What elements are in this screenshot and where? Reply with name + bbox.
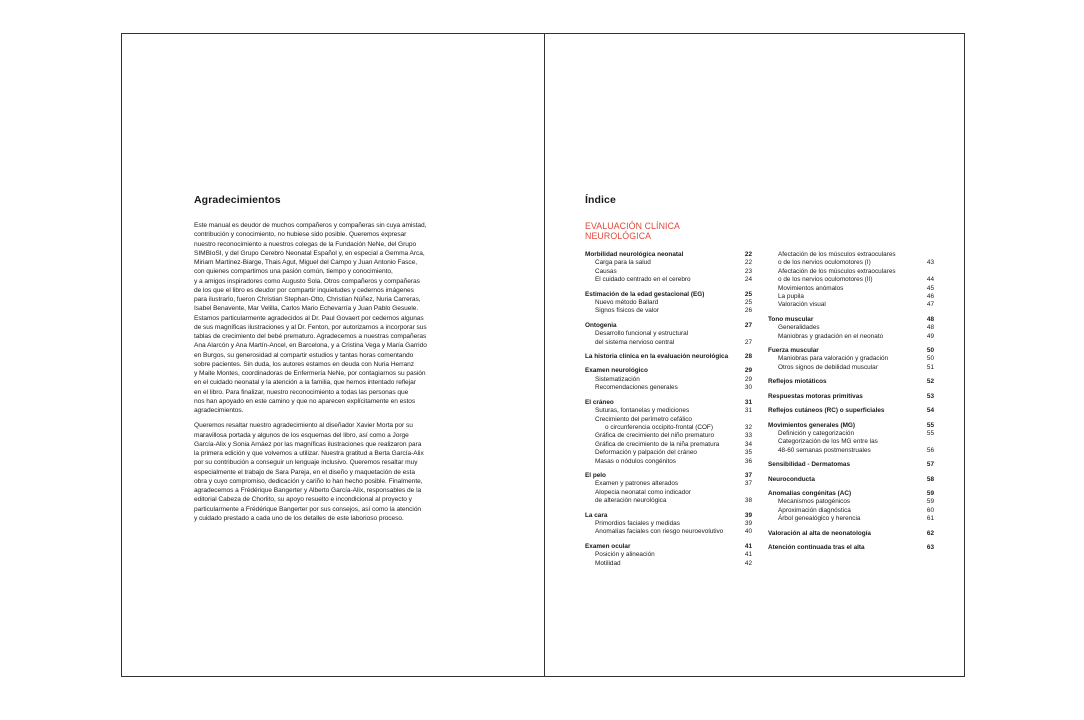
index-subentry-title: Gráfica de crecimiento de la niña prematura (595, 440, 720, 448)
index-entry-page: 28 (744, 353, 752, 361)
index-subentry[interactable] (585, 416, 752, 424)
index-entry-page: 27 (744, 321, 752, 329)
index-subentry-title: Posición y alineación (595, 551, 655, 559)
index-entry-heading[interactable] (768, 530, 934, 538)
index-entry-title: Morbilidad neurológica neonatal (585, 251, 684, 258)
index-entry-title: Anomalías congénitas (AC) (768, 489, 852, 497)
index-entry-title: Examen ocular (585, 542, 631, 550)
index-subentry[interactable] (768, 364, 934, 372)
index-entry-heading[interactable] (768, 461, 934, 469)
index-entry-page: 48 (926, 315, 934, 323)
index-subentry-title: Recomendaciones generales (595, 384, 678, 392)
index-column-left (585, 251, 752, 574)
index-subentry-title: Causas (595, 267, 617, 275)
index-subentry-page: 50 (926, 355, 934, 363)
index-heading: Índice (585, 194, 616, 206)
index-subentry-title: o circunferencia occipito-frontal (COF) (605, 423, 713, 431)
index-subentry-title: Otros signos de debilidad muscular (778, 363, 878, 371)
index-subentry-page: 60 (926, 506, 934, 514)
index-entry-page: 22 (744, 251, 752, 258)
index-group (768, 407, 934, 415)
index-entry-page: 62 (926, 529, 934, 537)
index-subentry[interactable] (768, 324, 934, 332)
index-subentry-title: Nuevo método Ballard (595, 299, 659, 307)
index-subentry-title: Gráfica de crecimiento del niño prematuro (595, 432, 714, 440)
index-subentry[interactable] (585, 480, 752, 488)
index-subentry[interactable] (585, 520, 752, 528)
index-entry-page: 57 (926, 461, 934, 469)
index-subentry[interactable] (585, 407, 752, 415)
index-subentry[interactable] (768, 293, 934, 301)
index-subentry-page: 25 (744, 299, 752, 307)
index-entry-page: 55 (926, 421, 934, 429)
index-subentry[interactable] (585, 441, 752, 449)
index-group (585, 399, 752, 466)
index-entry-page: 54 (926, 407, 934, 415)
index-subentry[interactable] (585, 551, 752, 559)
index-subentry-page: 29 (744, 375, 752, 383)
index-group (585, 353, 752, 361)
index-entry-heading[interactable] (768, 407, 934, 415)
index-subentry-title: Afectación de los músculos extraoculares o de los nervios oculomotores (I) (778, 251, 896, 267)
index-entry-page: 59 (926, 489, 934, 497)
index-subentry[interactable] (768, 301, 934, 309)
index-entry-heading[interactable] (585, 367, 752, 375)
index-subentry[interactable] (768, 268, 934, 285)
index-subentry[interactable] (768, 251, 934, 268)
index-subentry-title: Examen y patrones alterados (595, 480, 679, 488)
acknowledgements-heading: Agradecimientos (194, 194, 281, 206)
index-entry-title: La cara (585, 511, 608, 519)
index-entry-title: Examen neurológico (585, 367, 648, 375)
index-entry-page: 50 (926, 347, 934, 355)
index-subentry-page: 44 (926, 276, 934, 284)
index-entry-heading[interactable] (585, 512, 752, 520)
index-entry-heading[interactable] (585, 472, 752, 480)
index-subentry-page: 39 (744, 519, 752, 527)
index-subentry-title: Suturas, fontanelas y mediciones (595, 407, 690, 415)
index-subentry[interactable] (585, 560, 752, 568)
index-subentry[interactable] (585, 432, 752, 440)
index-entry-heading[interactable] (585, 399, 752, 407)
index-entry-heading[interactable] (768, 490, 934, 498)
page-gutter (544, 34, 545, 676)
index-subentry-page: 37 (744, 480, 752, 488)
index-subentry[interactable] (585, 376, 752, 384)
index-subentry[interactable] (768, 333, 934, 341)
index-subentry[interactable] (585, 276, 752, 284)
index-entry-page: 39 (744, 511, 752, 519)
index-group (768, 530, 934, 538)
index-entry-title: Sensibilidad - Dermatomas (768, 461, 851, 469)
index-entry-page: 31 (744, 398, 752, 406)
index-group (768, 378, 934, 386)
index-entry-title: Reflejos miotáticos (768, 378, 827, 386)
index-entry-page: 52 (926, 378, 934, 386)
index-group (768, 461, 934, 469)
index-subentry[interactable] (585, 449, 752, 457)
index-entry-page: 25 (744, 290, 752, 298)
index-subentry-page: 23 (744, 267, 752, 275)
index-entry-heading[interactable] (585, 322, 752, 330)
index-subentry[interactable] (768, 285, 934, 293)
index-entry-title: Estimación de la edad gestacional (EG) (585, 290, 705, 298)
acknowledgements-text (194, 221, 468, 523)
index-subentry-title: Generalidades (778, 324, 820, 332)
index-group (585, 251, 752, 285)
index-group (585, 322, 752, 347)
index-entry-heading[interactable] (768, 544, 934, 552)
index-entry-page: 58 (926, 475, 934, 483)
index-subentry-title: Categorización de los MG entre las 48-60 semanas postmenstruales (778, 438, 878, 454)
index-subentry-title: Alopecia neonatal como indicador de alteración neurológica (595, 488, 691, 505)
index-entry-heading[interactable] (585, 251, 752, 259)
index-entry-title: Atención continuada tras el alta (768, 543, 865, 551)
index-entry-page: 41 (744, 542, 752, 550)
index-entry-heading[interactable] (768, 378, 934, 386)
index-subentry[interactable] (768, 438, 934, 455)
index-subentry[interactable] (585, 458, 752, 466)
index-subentry-page: 40 (744, 528, 752, 536)
index-subentry-title: La pupila (778, 293, 804, 301)
index-subentry-title: Carga para la salud (595, 259, 651, 267)
index-subentry[interactable] (768, 515, 934, 523)
index-subentry-title: Definición y categorización (778, 429, 855, 437)
index-group (585, 472, 752, 506)
index-subentry-page: 35 (744, 449, 752, 457)
index-group (768, 422, 934, 456)
index-entry-title: Ontogenia (585, 321, 617, 329)
index-subentry-page: 48 (926, 324, 934, 332)
index-entry-page: 29 (744, 367, 752, 375)
index-section-title: EVALUACIÓN CLÍNICA NEUROLÓGICA (585, 221, 681, 241)
index-subentry-title: Afectación de los músculos extraoculares o de los nervios oculomotores (II) (778, 267, 896, 284)
index-subentry[interactable] (585, 330, 752, 347)
index-entry-heading[interactable] (585, 353, 752, 361)
index-group (768, 393, 934, 401)
index-group (768, 490, 934, 524)
index-subentry-page: 26 (744, 307, 752, 315)
index-subentry-title: El cuidado centrado en el cerebro (595, 276, 691, 284)
index-subentry-page: 51 (926, 363, 934, 371)
acknowledgements-paragraph: Queremos resaltar nuestro agradecimiento al diseñador Xavier Morta por su maravillosa portada y algunos de los esquemas del libro, así como a Jorge García-Alix y Sonia Arnáez por las magníficas ilustraciones que realizaron para la primera edición y que volvemos a utilizar. Nuestra gratitud a Berta García-Alix por su contribución a conseguir un lenguaje inclusivo. Queremos resaltar muy especialmente el trabajo de Sara Pareja, en el diseño y maquetación de esta obra y cuyo compromiso, dedicación y cariño lo han hecho posible. Finalmente, agradecemos a Frédérique Bangerter y Alberto García-Alix, responsables de la editorial Cabeza de Chorlito, su apoyo resuelto e incondicional al proyecto y particularmente a Frédérique Bangerter por sus consejos, así como la atención y cuidado prestado a cada uno de los detalles de este laborioso proceso. (194, 422, 424, 522)
index-subentry[interactable] (768, 355, 934, 363)
index-subentry-page: 61 (926, 515, 934, 523)
index-subentry-page: 38 (744, 497, 752, 505)
index-entry-page: 53 (926, 392, 934, 400)
book-spread (121, 33, 965, 677)
index-subentry-page: 49 (926, 332, 934, 340)
index-subentry-title: Masas o nódulos congénitos (595, 457, 677, 465)
index-entry-heading[interactable] (768, 347, 934, 355)
index-subentry-page: 24 (744, 276, 752, 284)
index-subentry-page: 59 (926, 498, 934, 506)
index-group (768, 347, 934, 372)
index-subentry-page: 36 (744, 457, 752, 465)
index-subentry[interactable] (585, 384, 752, 392)
index-subentry[interactable] (585, 424, 752, 432)
index-column-right (768, 251, 934, 558)
index-subentry-page: 27 (744, 338, 752, 346)
index-subentry-title: Maniobras y gradación en el neonato (778, 332, 884, 340)
index-entry-heading[interactable] (768, 422, 934, 430)
index-entry-title: El cráneo (585, 398, 614, 406)
index-subentry-page: 43 (926, 259, 934, 267)
index-subentry[interactable] (585, 528, 752, 536)
index-subentry-page: 22 (744, 259, 752, 267)
index-group (768, 544, 934, 552)
index-entry-title: Valoración al alta de neonatología (768, 529, 871, 537)
index-subentry-page: 33 (744, 432, 752, 440)
index-group (585, 512, 752, 537)
index-subentry-title: Sistematización (595, 375, 640, 383)
index-entry-title: El pelo (585, 471, 606, 479)
index-group (585, 291, 752, 316)
index-entry-heading[interactable] (768, 316, 934, 324)
index-entry-title: Respuestas motoras primitivas (768, 392, 863, 400)
index-subentry-page: 30 (744, 384, 752, 392)
index-subentry-title: Deformación y palpación del cráneo (595, 449, 697, 457)
index-entry-title: Movimientos generales (MG) (768, 421, 856, 429)
index-subentry-page: 41 (744, 551, 752, 559)
index-subentry-title: Árbol genealógico y herencia (778, 515, 861, 523)
index-page (585, 194, 950, 651)
index-subentry[interactable] (585, 259, 752, 267)
index-subentry-page: 45 (926, 284, 934, 292)
index-entry-title: Tono muscular (768, 315, 814, 323)
index-columns (585, 251, 950, 651)
index-group (768, 316, 934, 341)
index-subentry-page: 34 (744, 440, 752, 448)
acknowledgements-paragraph: Este manual es deudor de muchos compañeros y compañeras sin cuya amistad, contribución y conocimiento, no hubiese sido posible. Queremos expresar nuestro reconocimiento a nuestros colegas de la Fundación NeNe, del Grupo SIMBIoSI, y del Grupo Cerebro Neonatal Español y, en especial a Gemma Arca, Miriam Martínez-Biarge, Thais Agut, Miguel del Campo y Juan Antonio Fasce, con quienes compartimos una pasión común, tiempo y conocimiento, y a amigos inspiradores como Augusto Sola. Otros compañeros y compañeras de los que el libro es deudor por compartir inquietudes y cedernos imágenes para ilustrarlo, fueron Christian Stephan-Otto, Christian Núñez, Nuria Carreras, Isabel Benavente, Mar Velilla, Carlos Mario Echevarría y Juan Pablo Gesuele. Estamos particularmente agradecidos al Dr. Paul Govaert por cedernos algunas de sus magníficas ilustraciones y al Dr. Fenton, por autorizarnos a incorporar sus tablas de crecimiento del bebé prematuro. Agradecemos a nuestras compañeras Ana Alarcón y Ana Martín-Ancel, en Barcelona, y a Cristina Vega y María Garrido en Burgos, su generosidad al compartir estudios y tantas horas comentando sobre pacientes. Sin duda, los autores estamos en deuda con Nuria Herranz y Maite Montes, coordinadoras de Enfermería NeNe, por contagiarnos su pasión en el cuidado neonatal y la atención a la familia, que hemos intentado reflejar en el libro. Para finalizar, nuestro reconocimiento a todas las personas que nos han apoyado en este camino y que no aparecen explícitamente en estos agradecimientos. (194, 222, 427, 414)
index-subentry-title: Anomalías faciales con riesgo neuroevolutivo (595, 528, 724, 536)
index-subentry-title: Primordios faciales y medidas (595, 519, 680, 527)
index-entry-heading[interactable] (768, 393, 934, 401)
index-subentry-page: 46 (926, 293, 934, 301)
index-group (585, 367, 752, 392)
index-subentry-page: 42 (744, 559, 752, 567)
index-subentry[interactable] (585, 307, 752, 315)
index-entry-title: Fuerza muscular (768, 347, 819, 355)
index-entry-page: 63 (926, 543, 934, 551)
index-subentry-title: Crecimiento del perímetro cefálico (595, 415, 692, 423)
index-subentry-page: 55 (926, 429, 934, 437)
index-subentry-page: 56 (926, 446, 934, 454)
index-entry-heading[interactable] (585, 543, 752, 551)
index-subentry[interactable] (768, 430, 934, 438)
index-subentry-title: Movimientos anómalos (778, 284, 844, 292)
index-entry-title: La historia clínica en la evaluación neurológica (585, 353, 729, 361)
index-group (585, 543, 752, 568)
index-entry-heading[interactable] (585, 291, 752, 299)
index-subentry-page: 32 (744, 423, 752, 431)
index-group (768, 476, 934, 484)
index-entry-title: Reflejos cutáneos (RC) o superficiales (768, 407, 885, 415)
index-subentry-title: Mecanismos patogénicos (778, 498, 851, 506)
index-subentry-title: Signos físicos de valor (595, 307, 659, 315)
acknowledgements-page (194, 194, 468, 529)
index-entry-heading[interactable] (768, 476, 934, 484)
index-subentry[interactable] (768, 507, 934, 515)
index-group (768, 251, 934, 310)
index-entry-page: 37 (744, 471, 752, 479)
index-entry-title: Neuroconducta (768, 475, 815, 483)
index-subentry-title: Desarrollo funcional y estructural del sistema nervioso central (595, 330, 689, 346)
index-subentry-title: Maniobras para valoración y gradación (778, 355, 889, 363)
index-subentry-title: Aproximación diagnóstica (778, 506, 851, 514)
index-subentry[interactable] (768, 498, 934, 506)
index-subentry[interactable] (585, 299, 752, 307)
index-subentry[interactable] (585, 268, 752, 276)
index-subentry-page: 47 (926, 301, 934, 309)
index-subentry[interactable] (585, 489, 752, 506)
index-subentry-title: Valoración visual (778, 301, 826, 309)
index-subentry-title: Motilidad (595, 559, 621, 567)
index-subentry-page: 31 (744, 407, 752, 415)
